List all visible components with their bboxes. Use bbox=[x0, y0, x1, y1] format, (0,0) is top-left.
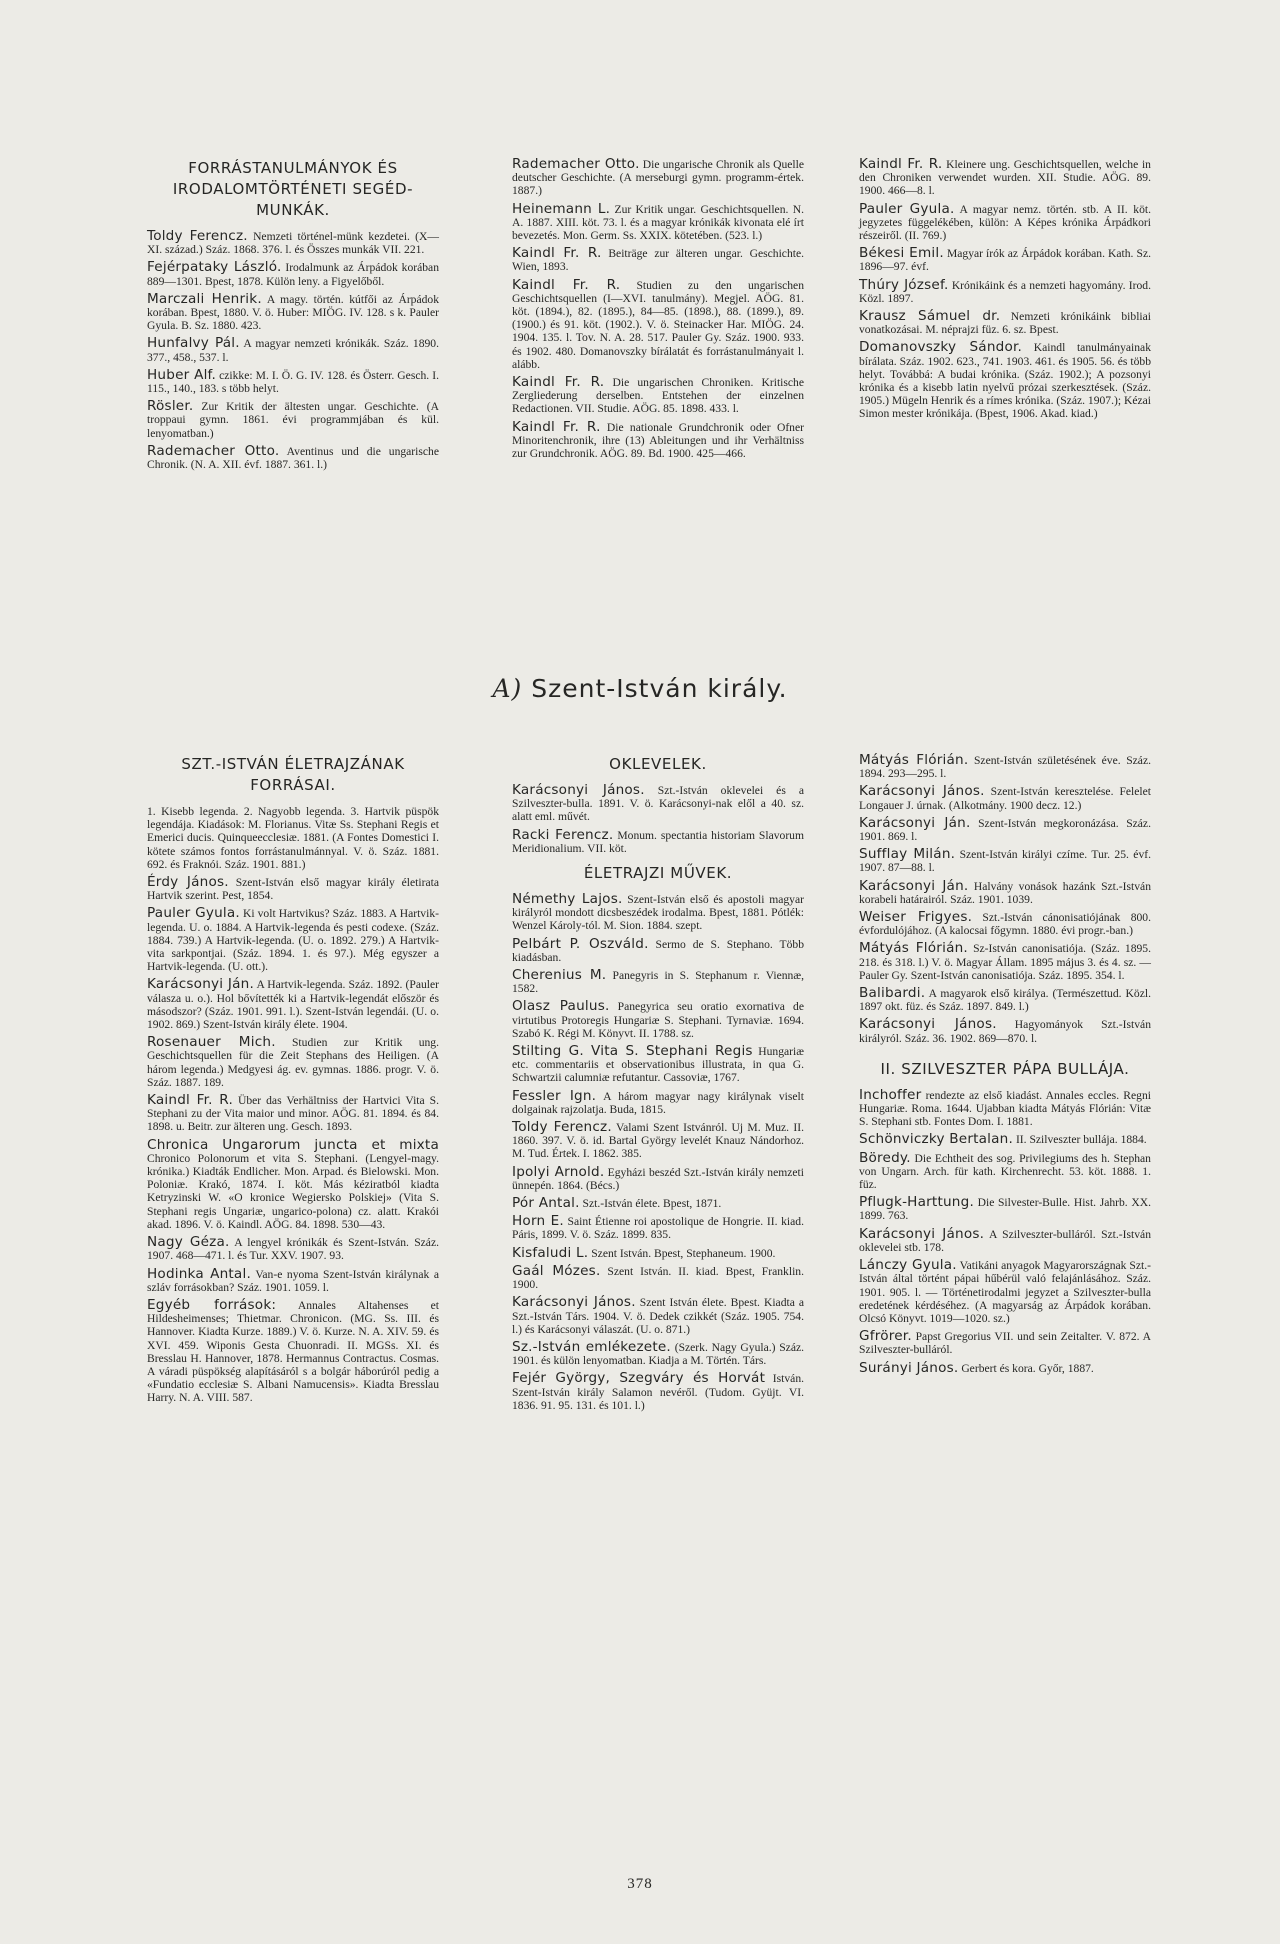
entry-author: Karácsonyi Ján. bbox=[859, 877, 969, 894]
entry-text: Szent István élete. Bpest. Kiadta a Szt.-István Társ. 1904. V. ö. Dedek czikkét (Száz. 1905. 754. l.) és Karácsonyi válaszát. (U. o. 871.) bbox=[512, 1296, 805, 1336]
entry-text: A három magyar nagy királynak viselt dolgainak rajzolatja. Buda, 1815. bbox=[512, 1089, 804, 1116]
bibliography-entry bbox=[147, 366, 439, 396]
bibliography-entry bbox=[859, 1330, 1151, 1356]
entry-text: Über das Verhältniss der Hartvici Vita S. Stephani zu der Vita maior und minor. AÖG. 81. 1894. és 84. 1898. u. Beitr. zur älteren ung. Gesch. 1893. bbox=[147, 1094, 439, 1134]
entry-author: Rademacher Otto. bbox=[147, 442, 280, 459]
section-letter: A) bbox=[492, 674, 523, 703]
section-heading: OKLEVELEK. bbox=[609, 755, 707, 773]
entry-text: Monum. spectantia historiam Slavorum Meridionalium. VII. köt. bbox=[512, 828, 804, 855]
entry-author: Karácsonyi János. bbox=[859, 783, 985, 800]
entry-text: Irodalmunk az Árpádok korában 889—1301. Bpest, 1878. Külön leny. a Figyelőből. bbox=[147, 261, 439, 288]
section-title bbox=[0, 674, 1280, 703]
entry-text: Saint Étienne roi apostolique de Hongrie. II. kiad. Páris, 1899. V. ö. Száz. 1899. 835. bbox=[512, 1215, 804, 1242]
entry-text: Szt.-István oklevelei és a Szilveszter-bulla. 1891. V. ö. Karácsonyi-nak elől a 40. sz. alatt eml. művét. bbox=[512, 784, 804, 824]
entry-author: Schönviczky Bertalan. bbox=[859, 1131, 1014, 1148]
entry-text: (Szerk. Nagy Gyula.) Száz. 1901. és külön lenyomatban. Kiadja a M. Történ. Társ. bbox=[512, 1340, 805, 1368]
bibliography-entry bbox=[512, 1000, 804, 1040]
entry-text: Halvány vonások hazánk Szt.-István korabeli határairól. Száz. 1901. 1039. bbox=[859, 879, 1151, 906]
entry-text: Sz-István canonisatiója. (Száz. 1895. 218. és 318. l.) V. ö. Magyar Állam. 1895 május 3. és 4. sz. — Pauler Gy. Szent-István canonisatiója. Száz. 1895. 354. l. bbox=[859, 942, 1151, 982]
bibliography-entry bbox=[512, 935, 804, 964]
top-column-2 bbox=[512, 158, 804, 465]
bibliography-entry bbox=[859, 247, 1151, 273]
bibliography-entry bbox=[512, 1338, 805, 1368]
entry-author: Mátyás Flórián. bbox=[859, 752, 969, 768]
entry-text: Aventinus und die ungarische Chronik. (N. A. XII. évf. 1887. 361. l.) bbox=[147, 444, 439, 472]
entry-author: Gfrörer. bbox=[859, 1328, 912, 1345]
entry-author: Racki Ferencz. bbox=[512, 826, 614, 843]
bibliography-entry bbox=[512, 247, 804, 273]
entry-author: Karácsonyi Ján. bbox=[859, 814, 971, 831]
entry-author: Karácsonyi János. bbox=[859, 1016, 997, 1033]
bibliography-entry bbox=[859, 848, 1151, 874]
entry-text: Szent-István királyi czíme. Tur. 25. évf. 1907. 87—88. l. bbox=[859, 848, 1152, 875]
entry-text: Nemzeti történel-münk kezdetei. (X—XI. század.) Száz. 1868. 376. l. és Összes munkák VII. 221. bbox=[147, 230, 439, 257]
bibliography-entry bbox=[859, 877, 1151, 906]
entry-text: Die ungarische Chronik als Quelle deutscher Geschichte. (A merseburgi gymn. programm-értek. 1887.) bbox=[512, 158, 804, 198]
bibliography-entry bbox=[512, 1163, 804, 1192]
bibliography-entry bbox=[512, 1121, 804, 1161]
entry-author: Hodinka Antal. bbox=[147, 1265, 251, 1282]
entry-author: Marczali Henrik. bbox=[147, 290, 262, 307]
bibliography-entry bbox=[512, 969, 804, 995]
bibliography-entry bbox=[859, 1359, 1151, 1376]
page-number: 378 bbox=[627, 1876, 653, 1892]
entry-author: Pór Antal. bbox=[512, 1195, 580, 1212]
entry-author: Kaindl Fr. R. bbox=[512, 374, 605, 391]
bibliography-entry bbox=[147, 805, 439, 871]
entry-text: Nemzeti krónikáink bibliai vonatkozásai. M. néprajzi füz. 6. sz. Bpest. bbox=[859, 310, 1151, 337]
entry-text: Papst Gregorius VII. und sein Zeitalter. V. 872. A Szilveszter-bulláról. bbox=[859, 1330, 1151, 1357]
entry-text: Studien zur Kritik ung. Geschichtsquellen für die Zeit Stephans des Heiligen. (A három legenda.) Medgyesi ág. ev. gymnas. 1886. progr. V. ö. Száz. 1887. 189. bbox=[147, 1036, 439, 1089]
entry-text: Beiträge zur älteren ungar. Geschichte. Wien, 1893. bbox=[512, 247, 805, 274]
entry-author: Balibardi. bbox=[859, 985, 926, 1002]
bibliography-entry bbox=[512, 1296, 804, 1336]
bibliography-entry bbox=[147, 1136, 439, 1231]
entry-author: Domanovszky Sándor. bbox=[859, 339, 1023, 356]
entry-text: Egyházi beszéd Szt.-István király nemzeti ünnepén. 1864. (Bécs.) bbox=[512, 1165, 804, 1192]
bibliography-entry bbox=[512, 418, 804, 461]
entry-text: Chronico Polonorum et vita S. Stephani. (Lengyel-magy. krónika.) Kiadták Endlicher. Mon. Arpad. és Bielowski. Mon. Poloniæ. Krakó, 1874. I. köt. Más kéziratból kiadta Ketryzinski W. «O kronice Wegiersko Polskiej» (Vita S. Stephani regis Ungariæ, ungarico-polona) cz. alatt. Krakói akad. 1896. V. ö. Kaindl. AÖG. 84. 1898. 530—43. bbox=[147, 1151, 439, 1231]
bibliography-entry bbox=[859, 1225, 1151, 1254]
entry-author: Pflugk-Harttung. bbox=[859, 1194, 974, 1211]
entry-text: Ki volt Hartvikus? Száz. 1883. A Hartvik-legenda. U. o. 1884. A Hartvik-legenda és pesti codexe. (Száz. 1884. 739.) A Hartvik-legenda. (U. o. 1892. 279.) A Hartvik-vita sarkpontjai. (Száz. 1894. 1. és 97.). Még egyszer a Hartvik-legenda. (U. ott.). bbox=[147, 907, 439, 974]
bibliography-entry bbox=[859, 341, 1151, 420]
entry-text: Die ungarischen Chroniken. Kritische Zergliederung derselben. Entstehen der einzelnen Redactionen. VII. Studie. AÖG. 85. 1898. 433. l. bbox=[512, 376, 804, 416]
bibliography-entry bbox=[147, 337, 439, 363]
bibliography-entry bbox=[512, 1215, 804, 1241]
bibliography-entry bbox=[859, 200, 1151, 243]
bibliography-entry bbox=[147, 978, 439, 1031]
bibliography-entry bbox=[512, 276, 804, 371]
entry-author: Heinemann L. bbox=[512, 200, 611, 217]
bibliography-entry bbox=[512, 784, 804, 824]
bibliography-entry bbox=[147, 290, 440, 333]
entry-author: Karácsonyi János. bbox=[859, 1225, 985, 1242]
bibliography-entry bbox=[147, 400, 439, 440]
bibliography-entry bbox=[859, 1086, 1151, 1129]
entry-author: Fejér György, Szegváry és Horvát bbox=[512, 1370, 766, 1387]
bibliography-entry bbox=[512, 200, 804, 243]
entry-text: Kaindl tanulmányainak bírálata. Száz. 1902. 623., 741. 1903. 461. és 1905. 56. és több helyt. Továbbá: A budai krónika. (Száz. 1902.); A pozsonyi krónika és a kisebb latin nyelvű prózai szerkesztések. (Száz. 1905.) Mügeln Henrik és a rímes krónika. (Száz. 1907.); Kézai Simon mester krónikája. (Bpest, 1906. Akad. kiad.) bbox=[859, 341, 1152, 421]
entry-author: Toldy Ferencz. bbox=[147, 228, 248, 244]
bibliography-entry bbox=[512, 1197, 804, 1210]
entry-text: II. Szilveszter bullája. 1884. bbox=[1015, 1133, 1147, 1147]
entry-author: Olasz Paulus. bbox=[512, 998, 610, 1015]
entry-text: Die Echtheit des sog. Privilegiums des h. Stephan von Ungarn. Arch. für kath. Kirchenrecht. 53. köt. 1888. 1. füz. bbox=[859, 1151, 1151, 1192]
bibliography-entry bbox=[859, 1259, 1151, 1325]
bibliography-entry bbox=[859, 1018, 1151, 1044]
entry-text: Panegyrica seu oratio exornativa de virtutibus Protoregis Hungariæ S. Stephani. Tyrnaviæ. 1694. Szabó K. Régi M. Könyvt. II. 1788. sz. bbox=[512, 1000, 804, 1040]
bibliography-entry bbox=[512, 1045, 804, 1085]
entry-text: Gerbert és kora. Győr, 1887. bbox=[961, 1361, 1094, 1375]
entry-author: Sz.-István emlékezete. bbox=[512, 1338, 671, 1355]
bibliography-entry bbox=[512, 826, 804, 855]
entry-author: Weiser Frigyes. bbox=[859, 909, 973, 926]
entry-text: A Hartvik-legenda. Száz. 1892. (Pauler válasza u. o.). Hol bővítették ki a Hartvik-legendát először és másodszor? (Száz. 1901. 991. l.). Szent-István legendái. (U. o. 1902. 869.) Szent-István király élete. 1904. bbox=[147, 978, 439, 1032]
section-title-text: Szent-István király. bbox=[531, 674, 788, 703]
entry-text: A Szilveszter-bulláról. Szt.-István oklevelei stb. 178. bbox=[859, 1227, 1151, 1254]
section-heading: SZT.-ISTVÁN ÉLETRAJZÁNAK FORRÁSAI. bbox=[181, 755, 405, 794]
entry-author: Inchoffer bbox=[859, 1086, 922, 1103]
entry-author: Érdy János. bbox=[147, 874, 229, 891]
entry-author: Horn E. bbox=[512, 1213, 564, 1230]
entry-author: Pauler Gyula. bbox=[147, 905, 240, 922]
entry-author: Gaál Mózes. bbox=[512, 1262, 601, 1279]
bibliography-entry bbox=[859, 987, 1151, 1013]
entry-text: Szent István. Bpest, Stephaneum. 1900. bbox=[591, 1246, 776, 1260]
entry-text: Sermo de S. Stephano. Több kiadásban. bbox=[512, 937, 804, 964]
entry-author: Mátyás Flórián. bbox=[859, 940, 968, 957]
bibliography-entry bbox=[512, 376, 804, 416]
entry-text: Annales Altahenses et Hildesheimenses; Thietmar. Chronicon. (MG. Ss. III. és Hannover. Kiadta Kurze. 1889.) V. ö. Kurze. N. A. XIV. 59. és XVI. 459. Wiponis Gesta Chuonradi. II. MGSs. XI. és Bresslau H. Hannover, 1878. Hermannus Contractus. Cosmas. A váradi püspökség alapításáról s a bolgár háborúról pedig a «Fundatio ecclesiæ S. Albani Namucensis». Kiadta Bresslau Harry. N. A. VIII. 587. bbox=[147, 1298, 439, 1405]
bibliography-entry bbox=[859, 1149, 1151, 1192]
entry-author: Rademacher Otto. bbox=[512, 156, 640, 172]
entry-text: Szent-István születésének éve. Száz. 1894. 293—295. l. bbox=[859, 754, 1151, 781]
entry-text: A magy. történ. kútfői az Árpádok korában. Bpest, 1880. V. ö. Huber: MIÖG. IV. 128. s k. Pauler Gyula. B. Sz. 1880. 423. bbox=[147, 292, 440, 333]
bibliography-entry bbox=[512, 158, 804, 198]
entry-author: Kaindl Fr. R. bbox=[147, 1092, 233, 1109]
bibliography-entry bbox=[859, 158, 1151, 198]
entry-text: Szt.-István élete. Bpest, 1871. bbox=[582, 1197, 722, 1211]
entry-author: Krausz Sámuel dr. bbox=[859, 308, 1001, 325]
bibliography-entry bbox=[147, 907, 439, 973]
entry-author: Nagy Géza. bbox=[147, 1234, 230, 1251]
bibliography-entry bbox=[512, 1262, 804, 1292]
entry-text: Die Silvester-Bulle. Hist. Jahrb. XX. 1899. 763. bbox=[859, 1196, 1151, 1223]
section-heading: II. SZILVESZTER PÁPA BULLÁJA. bbox=[880, 1059, 1130, 1078]
entry-author: Kisfaludi L. bbox=[512, 1244, 589, 1261]
entry-author: Kaindl Fr. R. bbox=[512, 418, 601, 435]
entry-author: Pelbárt P. Oszváld. bbox=[512, 935, 649, 952]
entry-author: Rosenauer Mich. bbox=[147, 1034, 276, 1051]
entry-text: Panegyris in S. Stephanum r. Viennæ, 1582. bbox=[512, 969, 804, 996]
entry-text: Studien zu den ungarischen Geschichtsquellen (I—XVI. tanulmány). Megjel. AÖG. 81. köt. (1894.), 82. (1895.), 84—85. (1898.), 88. (1899.), 89. (1900.) és 91. köt. (1902.). V. ö. Steinacker Har. MIÖG. 24. 1904. 135. l. Tov. N. A. 28. 517. Pauler Gy. Száz. 1900. 933. és 1902. 480. Domanovszky bírálatát és forrástanulmányait l. alább. bbox=[512, 278, 804, 371]
bibliography-entry bbox=[147, 1236, 439, 1262]
entry-text: Hungariæ etc. commentariis et observationibus illustrata, in qua G. Schwartzii calumniæ refutantur. Cassoviæ, 1767. bbox=[512, 1045, 804, 1085]
entry-author: Kaindl Fr. R. bbox=[512, 245, 602, 262]
bibliography-entry bbox=[512, 1087, 804, 1116]
entry-author: Békesi Emil. bbox=[859, 245, 944, 262]
bibliography-entry bbox=[147, 442, 439, 472]
bibliography-entry bbox=[859, 754, 1151, 780]
entry-text: Szent-István első magyar király életirata Hartvik szerint. Pest, 1854. bbox=[147, 876, 439, 903]
entry-author: Böredy. bbox=[859, 1149, 911, 1166]
entry-author: Thúry József. bbox=[859, 276, 949, 293]
bottom-column-1 bbox=[147, 754, 439, 1410]
bottom-column-2 bbox=[512, 754, 804, 1417]
bibliography-entry bbox=[512, 1372, 804, 1412]
entry-author: Némethy Lajos. bbox=[512, 891, 623, 908]
entry-text: czikke: M. I. Ö. G. IV. 128. és Österr. Gesch. I. 115., 140., 183. s több helyt. bbox=[147, 368, 439, 396]
entry-author: Sufflay Milán. bbox=[859, 846, 956, 863]
entry-author: Huber Alf. bbox=[147, 366, 217, 383]
bibliography-entry bbox=[147, 1094, 439, 1134]
bibliography-entry bbox=[859, 1133, 1151, 1146]
entry-text: Krónikáink és a nemzeti hagyomány. Irod. Közl. 1897. bbox=[859, 278, 1152, 305]
bibliography-entry bbox=[859, 1196, 1151, 1222]
entry-author: Hunfalvy Pál. bbox=[147, 335, 240, 352]
bibliography-entry bbox=[859, 814, 1151, 844]
entry-author: Toldy Ferencz. bbox=[512, 1119, 612, 1136]
entry-text: Kleinere ung. Geschichtsquellen, welche in den Chroniken verwendet wurden. XII. Studie. AÖG. 89. 1900. 466—8. l. bbox=[859, 158, 1151, 198]
entry-author: Ipolyi Arnold. bbox=[512, 1163, 605, 1180]
entry-author: Egyéb források: bbox=[147, 1296, 277, 1313]
section-heading: FORRÁSTANULMÁNYOK ÉS IRODALOMTÖRTÉNETI SEGÉD-MUNKÁK. bbox=[172, 159, 414, 219]
entry-text: A magyar nemz. történ. stb. A II. köt. jegyzetes függelékében, külön: A Képes krónika Árpádkori részeiről. (II. 769.) bbox=[859, 202, 1151, 243]
entry-author: Karácsonyi János. bbox=[512, 1294, 636, 1311]
bottom-column-3 bbox=[859, 754, 1151, 1380]
bibliography-entry bbox=[147, 876, 439, 902]
entry-text: Hagyományok Szt.-István királyról. Száz. 36. 1902. 869—870. l. bbox=[859, 1018, 1151, 1045]
bibliography-entry bbox=[512, 893, 804, 933]
entry-author: Surányi János. bbox=[859, 1359, 959, 1376]
entry-text: Magyar írók az Árpádok korában. Kath. Sz. 1896—97. évf. bbox=[859, 247, 1152, 274]
entry-author: Kaindl Fr. R. bbox=[859, 156, 943, 172]
entry-text: Van-e nyoma Szent-István királynak a szláv forrásokban? Száz. 1901. 1059. l. bbox=[147, 1267, 439, 1294]
top-column-1 bbox=[147, 158, 439, 476]
bibliography-entry bbox=[147, 1265, 439, 1294]
bibliography-entry bbox=[859, 785, 1151, 811]
entry-author: Fejérpataky László. bbox=[147, 259, 282, 276]
bibliography-entry bbox=[859, 310, 1151, 336]
entry-author: Lánczy Gyula. bbox=[859, 1257, 957, 1274]
bibliography-entry bbox=[859, 911, 1151, 937]
entry-author: Stilting G. Vita S. Stephani Regis bbox=[512, 1043, 753, 1060]
entry-text: Valami Szent Istvánról. Uj M. Muz. II. 1860. 397. V. ö. id. Bartal György levelét Knauz Nándorhoz. M. Tud. Értek. I. 1862. 385. bbox=[512, 1121, 804, 1161]
entry-text: Szent-István első és apostoli magyar királyról mondott dicsbeszédek irodalma. Bpest, 1881. Pótlék: Wenzel Károly-tól. M. Sion. 1884. szept. bbox=[512, 893, 804, 933]
entry-text: rendezte az első kiadást. Annales eccles. Regni Hungariæ. Roma. 1644. Ujabban kiadta Mátyás Flórián: Vitæ S. Stephani stb. Fontes Dom. I. 1881. bbox=[859, 1088, 1151, 1129]
entry-text: A magyarok első királya. (Természettud. Közl. 1897 okt. füz. és Száz. 1897. 849. l.) bbox=[859, 987, 1151, 1014]
section-heading: ÉLETRAJZI MŰVEK. bbox=[583, 864, 733, 883]
entry-text: Zur Kritik ungar. Geschichtsquellen. N. A. 1887. XIII. köt. 73. l. és a magyar krónikák kivonata elé írt bevezetés. Mon. Germ. Ss. XXIX. kötetében. (523. l.) bbox=[512, 202, 804, 243]
top-column-3 bbox=[859, 158, 1151, 426]
entry-text: Vatikáni anyagok Magyarországnak Szt.-István által történt pápai hűbérül való felajánlásához. Száz. 1901. 905. l. — Történetirodalmi jegyzet a Szilveszter-bulla eredetének kérdéséhez. (A magyarság az Árpádok korában. Olcsó Könyvt. 1019—1020. sz.) bbox=[859, 1259, 1152, 1325]
entry-text: Die nationale Grundchronik oder Ofner Minoritenchronik, ihre (13) Ableitungen und ihr Verhältniss zur Grundchronik. AÖG. 89. Bd. 1900. 425—466. bbox=[512, 420, 804, 461]
entry-text: Szt.-István cánonisatiójának 800. évfordulójához. (A kalocsai főgymn. 1880. évi progr.-ban.) bbox=[859, 911, 1151, 938]
entry-text: Zur Kritik der ältesten ungar. Geschichte. (A troppaui gymn. 1861. évi programmjában és kül. lenyomatban.) bbox=[147, 400, 439, 440]
entry-text: 1. Kisebb legenda. 2. Nagyobb legenda. 3. Hartvik püspök legendája. Kiadások: M. Florianus. Vitæ Ss. Stephani Regis et Emerici ducis. Quinqueecclesiæ. 1881. (A Fontes Domestici I. kötete számos fontos forrástanulmánnyal. V. ö. Száz. 1881. 692. és Fraknói. Száz. 1901. 881.) bbox=[147, 805, 439, 871]
entry-author: Kaindl Fr. R. bbox=[512, 276, 621, 293]
bibliography-entry bbox=[859, 276, 1152, 305]
bibliography-entry bbox=[859, 942, 1151, 982]
bibliography-entry bbox=[147, 230, 439, 256]
bibliography-entry bbox=[147, 1296, 439, 1405]
entry-author: Cherenius M. bbox=[512, 967, 607, 984]
entry-author: Chronica Ungarorum juncta et mixta bbox=[147, 1136, 439, 1153]
entry-text: A lengyel krónikák és Szent-István. Száz. 1907. 468—471. l. és Tur. XXV. 1907. 93. bbox=[147, 1236, 439, 1263]
entry-text: Szent István. II. kiad. Bpest, Franklin. 1900. bbox=[512, 1264, 804, 1292]
entry-author: Karácsonyi János. bbox=[512, 782, 645, 798]
entry-text: Szent-István keresztelése. Felelet Longauer J. úrnak. (Alkotmány. 1900 decz. 12.) bbox=[859, 785, 1151, 812]
entry-author: Pauler Gyula. bbox=[859, 200, 955, 217]
bibliography-entry bbox=[147, 261, 439, 287]
bibliography-entry bbox=[147, 1036, 439, 1089]
entry-author: Karácsonyi Ján. bbox=[147, 976, 254, 993]
entry-author: Fessler Ign. bbox=[512, 1087, 597, 1104]
entry-author: Rösler. bbox=[147, 398, 194, 415]
bibliography-entry bbox=[512, 1244, 804, 1261]
entry-text: Szent-István megkoronázása. Száz. 1901. 869. l. bbox=[859, 816, 1151, 844]
entry-text: A magyar nemzeti krónikák. Száz. 1890. 377., 458., 537. l. bbox=[147, 337, 440, 364]
entry-text: István. Szent-István király Salamon nevéről. (Tudom. Gyüjt. VI. 1836. 91. 95. 131. és 101. l.) bbox=[512, 1372, 805, 1412]
